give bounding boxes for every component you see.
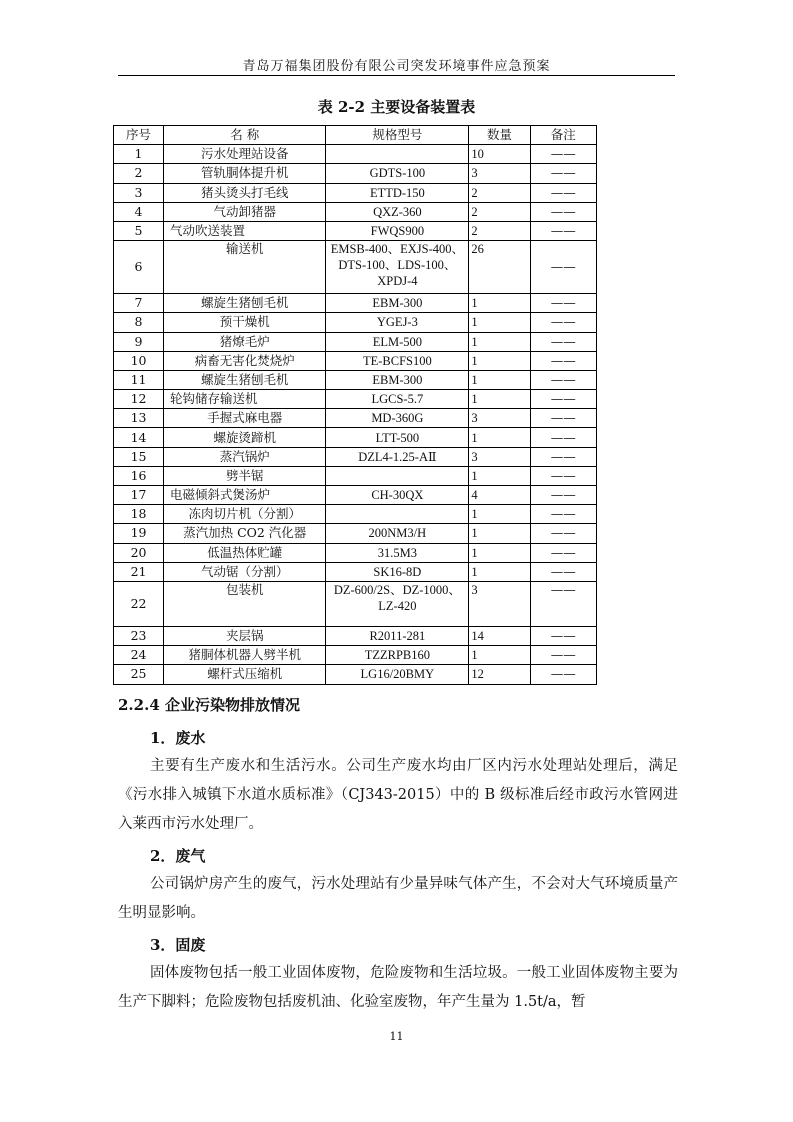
cell-spec: 31.5M3 bbox=[326, 543, 469, 562]
cell-name: 病畜无害化焚烧炉 bbox=[164, 351, 326, 370]
table-row bbox=[114, 581, 597, 626]
cell-no: 20 bbox=[114, 543, 164, 562]
cell-spec: CH-30QX bbox=[326, 486, 469, 505]
col-header-spec: 规格型号 bbox=[326, 126, 469, 145]
cell-name: 气动锯（分割） bbox=[164, 562, 326, 581]
cell-name: 轮钩储存输送机 bbox=[164, 390, 326, 409]
cell-no: 4 bbox=[114, 202, 164, 221]
cell-no: 3 bbox=[114, 183, 164, 202]
table-row bbox=[114, 562, 597, 581]
cell-name: 包装机 bbox=[164, 581, 326, 626]
col-header-no: 序号 bbox=[114, 126, 164, 145]
cell-name: 猪头烫头打毛线 bbox=[164, 183, 326, 202]
cell-name: 螺杆式压缩机 bbox=[164, 665, 326, 684]
cell-no: 21 bbox=[114, 562, 164, 581]
cell-note: —— bbox=[530, 313, 596, 332]
cell-spec: EBM-300 bbox=[326, 370, 469, 389]
cell-name: 劈半锯 bbox=[164, 466, 326, 485]
cell-no: 11 bbox=[114, 370, 164, 389]
cell-spec: DZL4-1.25-AⅡ bbox=[326, 447, 469, 466]
equipment-table bbox=[113, 125, 597, 685]
cell-qty: 14 bbox=[469, 626, 530, 645]
cell-name: 螺旋生猪刨毛机 bbox=[164, 294, 326, 313]
cell-note: —— bbox=[530, 626, 596, 645]
cell-name: 管轨胴体提升机 bbox=[164, 164, 326, 183]
table-title: 表 2-2 主要设备装置表 bbox=[317, 98, 476, 116]
cell-spec: DZ-600/2S、DZ-1000、LZ-420 bbox=[326, 581, 469, 626]
table-row bbox=[114, 332, 597, 351]
cell-qty: 2 bbox=[469, 183, 530, 202]
cell-note: —— bbox=[530, 145, 596, 164]
cell-spec: ETTD-150 bbox=[326, 183, 469, 202]
table-row bbox=[114, 294, 597, 313]
cell-note: —— bbox=[530, 370, 596, 389]
cell-qty: 2 bbox=[469, 202, 530, 221]
cell-qty: 1 bbox=[469, 390, 530, 409]
cell-qty: 3 bbox=[469, 409, 530, 428]
cell-name: 手握式麻电器 bbox=[164, 409, 326, 428]
cell-name: 气动卸猪器 bbox=[164, 202, 326, 221]
cell-qty: 12 bbox=[469, 665, 530, 684]
table-header-row bbox=[114, 126, 597, 145]
cell-note: —— bbox=[530, 646, 596, 665]
cell-name: 猪燎毛炉 bbox=[164, 332, 326, 351]
table-row bbox=[114, 409, 597, 428]
cell-note: —— bbox=[530, 447, 596, 466]
cell-spec: FWQS900 bbox=[326, 221, 469, 240]
col-header-note: 备注 bbox=[530, 126, 596, 145]
table-row bbox=[114, 145, 597, 164]
cell-no: 9 bbox=[114, 332, 164, 351]
cell-no: 2 bbox=[114, 164, 164, 183]
cell-note: —— bbox=[530, 164, 596, 183]
cell-qty: 4 bbox=[469, 486, 530, 505]
cell-note: —— bbox=[530, 390, 596, 409]
cell-spec: 200NM3/H bbox=[326, 524, 469, 543]
col-header-name: 名 称 bbox=[164, 126, 326, 145]
cell-name: 预干燥机 bbox=[164, 313, 326, 332]
cell-spec bbox=[326, 466, 469, 485]
cell-no: 19 bbox=[114, 524, 164, 543]
cell-no: 16 bbox=[114, 466, 164, 485]
table-row bbox=[114, 524, 597, 543]
table-row bbox=[114, 390, 597, 409]
cell-name: 冻肉切片机（分割） bbox=[164, 505, 326, 524]
page-header: 青岛万福集团股份有限公司突发环境事件应急预案 bbox=[242, 59, 551, 74]
table-row bbox=[114, 221, 597, 240]
table-row bbox=[114, 447, 597, 466]
cell-spec: LGCS-5.7 bbox=[326, 390, 469, 409]
cell-no: 7 bbox=[114, 294, 164, 313]
table-row bbox=[114, 241, 597, 294]
cell-qty: 1 bbox=[469, 332, 530, 351]
cell-name: 猪胴体机器人劈半机 bbox=[164, 646, 326, 665]
table-body bbox=[114, 145, 597, 684]
cell-note: —— bbox=[530, 562, 596, 581]
cell-note: —— bbox=[530, 332, 596, 351]
cell-note: —— bbox=[530, 665, 596, 684]
cell-name: 污水处理站设备 bbox=[164, 145, 326, 164]
table-row bbox=[114, 164, 597, 183]
cell-qty: 10 bbox=[469, 145, 530, 164]
cell-name: 气动吹送装置 bbox=[164, 221, 326, 240]
cell-qty: 1 bbox=[469, 562, 530, 581]
cell-note: —— bbox=[530, 505, 596, 524]
cell-note: —— bbox=[530, 294, 596, 313]
cell-no: 13 bbox=[114, 409, 164, 428]
cell-qty: 3 bbox=[469, 164, 530, 183]
table-row bbox=[114, 505, 597, 524]
cell-name: 输送机 bbox=[164, 241, 326, 294]
cell-note: —— bbox=[530, 409, 596, 428]
cell-no: 22 bbox=[114, 581, 164, 626]
table-row bbox=[114, 466, 597, 485]
table-row bbox=[114, 646, 597, 665]
wastewater-text: 主要有生产废水和生活污水。公司生产废水均由厂区内污水处理站处理后，满足《污水排入城镇下水道水质标准》（CJ343-2015）中的 B 级标准后经市政污水管网进入莱西市污水处理厂。 bbox=[118, 758, 678, 832]
cell-no: 18 bbox=[114, 505, 164, 524]
cell-name: 蒸汽加热 CO2 汽化器 bbox=[164, 524, 326, 543]
cell-name: 螺旋生猪刨毛机 bbox=[164, 370, 326, 389]
table-row bbox=[114, 428, 597, 447]
cell-note: —— bbox=[530, 466, 596, 485]
cell-qty: 1 bbox=[469, 466, 530, 485]
cell-spec: R2011-281 bbox=[326, 626, 469, 645]
table-row bbox=[114, 351, 597, 370]
page-number: 11 bbox=[389, 1030, 404, 1043]
cell-no: 1 bbox=[114, 145, 164, 164]
cell-name: 蒸汽锅炉 bbox=[164, 447, 326, 466]
cell-spec: LG16/20BMY bbox=[326, 665, 469, 684]
table-row bbox=[114, 486, 597, 505]
solid-waste-heading: 3．固废 bbox=[150, 936, 206, 954]
header-rule bbox=[118, 75, 675, 76]
cell-spec bbox=[326, 505, 469, 524]
col-header-qty: 数量 bbox=[469, 126, 530, 145]
cell-spec: MD-360G bbox=[326, 409, 469, 428]
cell-spec bbox=[326, 145, 469, 164]
table-row bbox=[114, 370, 597, 389]
cell-qty: 1 bbox=[469, 428, 530, 447]
cell-no: 6 bbox=[114, 241, 164, 294]
table-row bbox=[114, 202, 597, 221]
cell-spec: GDTS-100 bbox=[326, 164, 469, 183]
pollution-section bbox=[118, 694, 678, 1017]
cell-no: 23 bbox=[114, 626, 164, 645]
cell-no: 10 bbox=[114, 351, 164, 370]
cell-spec: ELM-500 bbox=[326, 332, 469, 351]
cell-note: —— bbox=[530, 221, 596, 240]
table-row bbox=[114, 626, 597, 645]
cell-name: 螺旋烫蹄机 bbox=[164, 428, 326, 447]
cell-note: —— bbox=[530, 351, 596, 370]
cell-no: 14 bbox=[114, 428, 164, 447]
cell-no: 25 bbox=[114, 665, 164, 684]
cell-note: —— bbox=[530, 202, 596, 221]
exhaust-gas-heading: 2．废气 bbox=[150, 847, 206, 865]
cell-qty: 1 bbox=[469, 543, 530, 562]
cell-note: —— bbox=[530, 486, 596, 505]
cell-no: 24 bbox=[114, 646, 164, 665]
cell-no: 8 bbox=[114, 313, 164, 332]
cell-name: 夹层锅 bbox=[164, 626, 326, 645]
cell-spec: EBM-300 bbox=[326, 294, 469, 313]
table-row bbox=[114, 543, 597, 562]
cell-spec: YGEJ-3 bbox=[326, 313, 469, 332]
cell-spec: SK16-8D bbox=[326, 562, 469, 581]
cell-no: 5 bbox=[114, 221, 164, 240]
cell-note: —— bbox=[530, 183, 596, 202]
cell-qty: 1 bbox=[469, 313, 530, 332]
cell-name: 电磁倾斜式煲汤炉 bbox=[164, 486, 326, 505]
cell-qty: 1 bbox=[469, 370, 530, 389]
cell-note: —— bbox=[530, 524, 596, 543]
cell-spec: TE-BCFS100 bbox=[326, 351, 469, 370]
cell-note: —— bbox=[530, 241, 596, 294]
cell-spec: EMSB-400、EXJS-400、DTS-100、LDS-100、XPDJ-4 bbox=[326, 241, 469, 294]
cell-no: 12 bbox=[114, 390, 164, 409]
cell-no: 15 bbox=[114, 447, 164, 466]
cell-note: —— bbox=[530, 428, 596, 447]
wastewater-heading: 1．废水 bbox=[150, 729, 206, 747]
section-title: 2.2.4 企业污染物排放情况 bbox=[118, 696, 300, 714]
table-row bbox=[114, 313, 597, 332]
cell-qty: 1 bbox=[469, 505, 530, 524]
cell-qty: 3 bbox=[469, 581, 530, 626]
exhaust-gas-text: 公司锅炉房产生的废气，污水处理站有少量异味气体产生，不会对大气环境质量产生明显影响。 bbox=[118, 876, 678, 921]
cell-no: 17 bbox=[114, 486, 164, 505]
table-row bbox=[114, 183, 597, 202]
cell-qty: 3 bbox=[469, 447, 530, 466]
cell-qty: 1 bbox=[469, 524, 530, 543]
cell-qty: 1 bbox=[469, 294, 530, 313]
cell-qty: 1 bbox=[469, 646, 530, 665]
cell-qty: 1 bbox=[469, 351, 530, 370]
cell-spec: TZZRPB160 bbox=[326, 646, 469, 665]
table-row bbox=[114, 665, 597, 684]
cell-qty: 26 bbox=[469, 241, 530, 294]
cell-note: —— bbox=[530, 543, 596, 562]
cell-name: 低温热体贮罐 bbox=[164, 543, 326, 562]
solid-waste-text: 固体废物包括一般工业固体废物，危险废物和生活垃圾。一般工业固体废物主要为生产下脚料；危险废物包括废机油、化验室废物，年产生量为 1.5t/a，暂 bbox=[118, 965, 678, 1010]
cell-qty: 2 bbox=[469, 221, 530, 240]
cell-note: —— bbox=[530, 581, 596, 626]
cell-spec: LTT-500 bbox=[326, 428, 469, 447]
cell-spec: QXZ-360 bbox=[326, 202, 469, 221]
